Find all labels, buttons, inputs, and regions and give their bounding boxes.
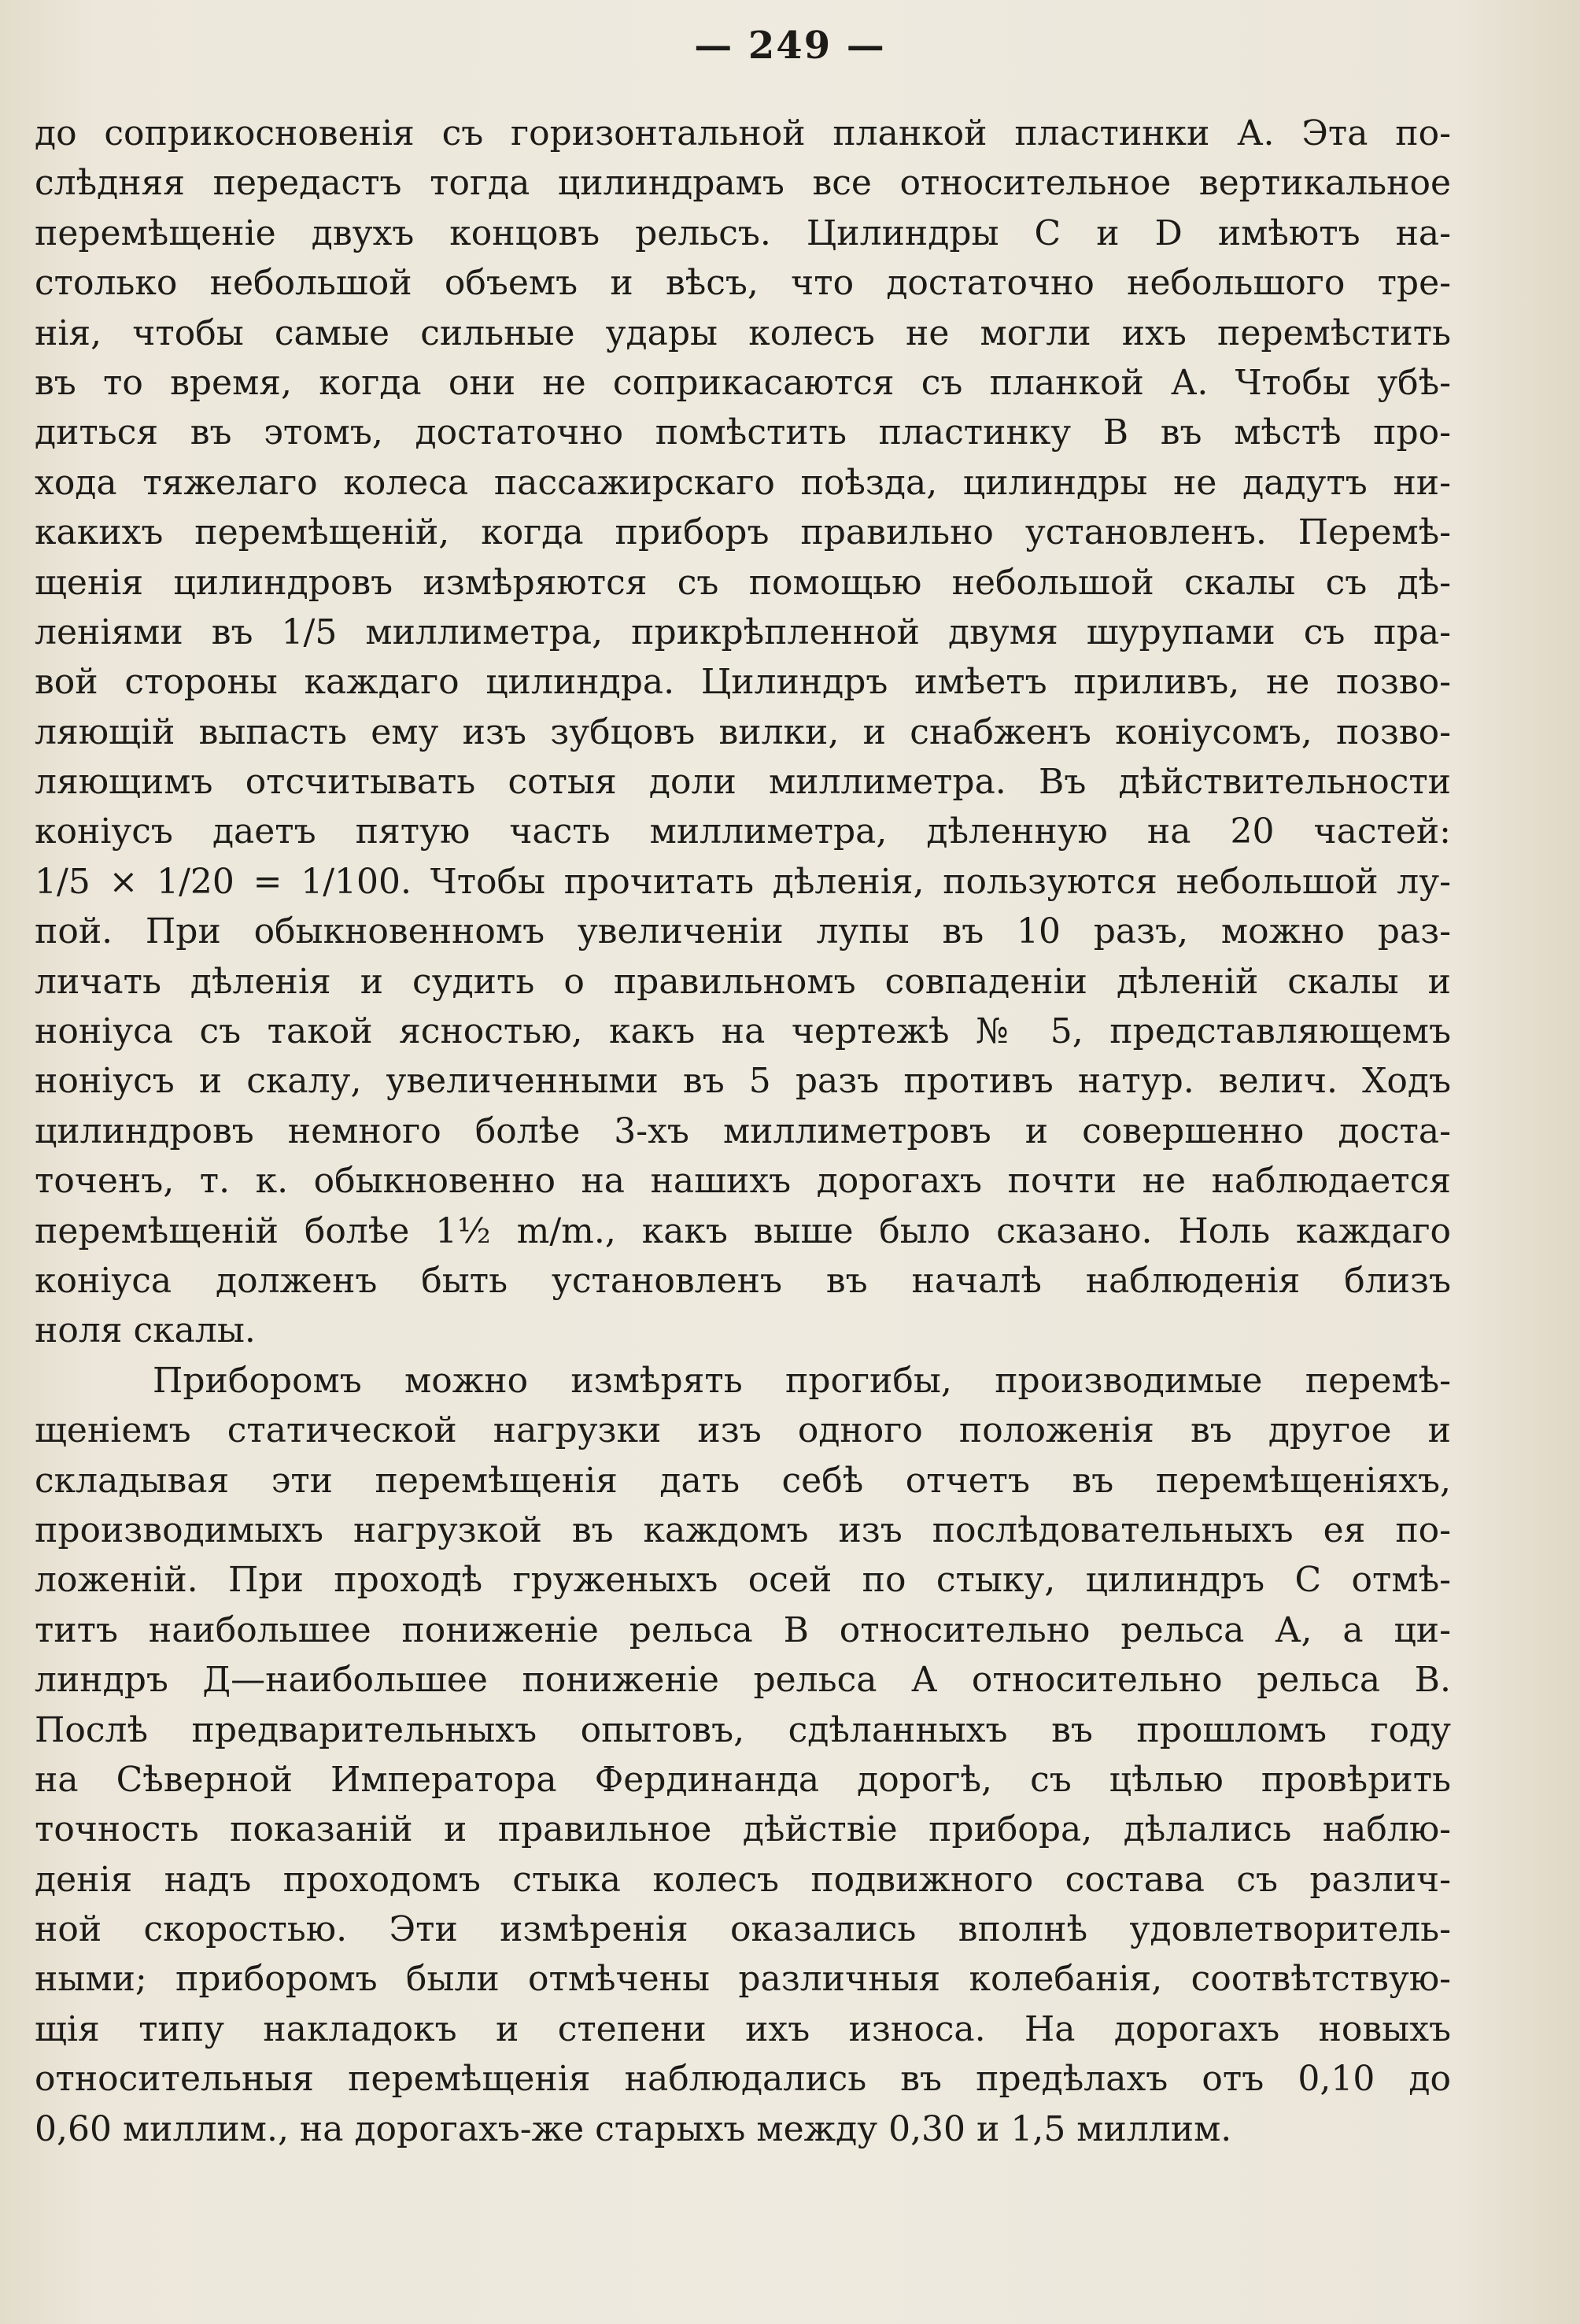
- text-line: на Сѣверной Императора Фердинанда дорогѣ, съ цѣлью провѣрить: [35, 1759, 1451, 1800]
- text-line: нія, чтобы самые сильные удары колесъ не могли ихъ перемѣстить: [35, 312, 1451, 353]
- text-line: производимыхъ нагрузкой въ каждомъ изъ послѣдовательныхъ ея по-: [35, 1509, 1451, 1550]
- text-line: какихъ перемѣщеній, когда приборъ правильно установленъ. Перемѣ-: [35, 512, 1451, 553]
- text-line: ноніусъ и скалу, увеличенными въ 5 разъ противъ натур. велич. Ходъ: [35, 1061, 1451, 1102]
- text-line: ляющимъ отсчитывать сотыя доли миллиметра. Въ дѣйствительности: [35, 762, 1451, 803]
- text-line: коніусъ даетъ пятую часть миллиметра, дѣленную на 20 частей:: [35, 811, 1451, 852]
- paragraph-end-line: ноля скалы.: [35, 1310, 256, 1351]
- text-line: перемѣщеніе двухъ концовъ рельсъ. Цилиндры С и D имѣютъ на-: [35, 212, 1451, 253]
- text-line: Послѣ предварительныхъ опытовъ, сдѣланныхъ въ прошломъ году: [35, 1709, 1451, 1750]
- paragraph-start-line: Приборомъ можно измѣрять прогибы, производимые перемѣ-: [153, 1360, 1451, 1401]
- text-line: щеніемъ статической нагрузки изъ одного положенія въ другое и: [35, 1410, 1451, 1451]
- text-line: ложеній. При проходѣ груженыхъ осей по стыку, цилиндръ С отмѣ-: [35, 1560, 1451, 1601]
- text-line: денія надъ проходомъ стыка колесъ подвижного состава съ различ-: [35, 1859, 1451, 1900]
- text-line: слѣдняя передастъ тогда цилиндрамъ все относительное вертикальное: [35, 163, 1451, 204]
- text-line: точность показаній и правильное дѣйствіе прибора, дѣлались наблю-: [35, 1809, 1451, 1850]
- text-line: линдръ Д—наибольшее пониженіе рельса А относительно рельса В.: [35, 1660, 1451, 1701]
- text-line: ноніуса съ такой ясностью, какъ на чертежѣ № 5, представляющемъ: [35, 1011, 1451, 1052]
- text-line: 1/5 × 1/20 = 1/100. Чтобы прочитать дѣленія, пользуются небольшой лу-: [35, 861, 1451, 902]
- text-line: личать дѣленія и судить о правильномъ совпаденіи дѣленій скалы и: [35, 961, 1451, 1002]
- text-line: въ то время, когда они не соприкасаются съ планкой А. Чтобы убѣ-: [35, 362, 1451, 403]
- page-number: — 249 —: [694, 24, 886, 68]
- text-line: ными; приборомъ были отмѣчены различныя колебанія, соотвѣтствую-: [35, 1959, 1451, 2000]
- paragraph-end-line: 0,60 миллим., на дорогахъ-же старыхъ между 0,30 и 1,5 миллим.: [35, 2108, 1232, 2149]
- body-text: [35, 109, 1451, 2154]
- text-line: диться въ этомъ, достаточно помѣстить пластинку В въ мѣстѣ про-: [35, 412, 1451, 453]
- text-line: щія типу накладокъ и степени ихъ износа. На дорогахъ новыхъ: [35, 2008, 1451, 2049]
- text-line: ной скоростью. Эти измѣренія оказались вполнѣ удовлетворитель-: [35, 1909, 1451, 1950]
- text-line: щенія цилиндровъ измѣряются съ помощью небольшой скалы съ дѣ-: [35, 562, 1451, 603]
- text-line: точенъ, т. к. обыкновенно на нашихъ дорогахъ почти не наблюдается: [35, 1161, 1451, 1202]
- text-line: складывая эти перемѣщенія дать себѣ отчетъ въ перемѣщеніяхъ,: [35, 1460, 1451, 1501]
- text-line: коніуса долженъ быть установленъ въ началѣ наблюденія близъ: [35, 1260, 1451, 1301]
- text-line: титъ наибольшее пониженіе рельса В относительно рельса А, а ци-: [35, 1609, 1451, 1650]
- text-line: пой. При обыкновенномъ увеличеніи лупы въ 10 разъ, можно раз-: [35, 911, 1451, 952]
- text-line: хода тяжелаго колеса пассажирскаго поѣзда, цилиндры не дадутъ ни-: [35, 462, 1451, 503]
- text-line: ляющій выпасть ему изъ зубцовъ вилки, и снабженъ коніусомъ, позво-: [35, 711, 1451, 752]
- text-line: цилиндровъ немного болѣе 3-хъ миллиметровъ и совершенно доста-: [35, 1110, 1451, 1151]
- text-line: вой стороны каждаго цилиндра. Цилиндръ имѣетъ приливъ, не позво-: [35, 662, 1451, 703]
- text-line: до соприкосновенія съ горизонтальной планкой пластинки А. Эта по-: [35, 113, 1451, 153]
- text-line: перемѣщеній болѣе 1½ m/m., какъ выше было сказано. Ноль каждаго: [35, 1210, 1451, 1251]
- text-line: леніями въ 1/5 миллиметра, прикрѣпленной двумя шурупами съ пра-: [35, 611, 1451, 652]
- text-line: столько небольшой объемъ и вѣсъ, что достаточно небольшого тре-: [35, 263, 1451, 304]
- text-line: относительныя перемѣщенія наблюдались въ предѣлахъ отъ 0,10 до: [35, 2059, 1451, 2100]
